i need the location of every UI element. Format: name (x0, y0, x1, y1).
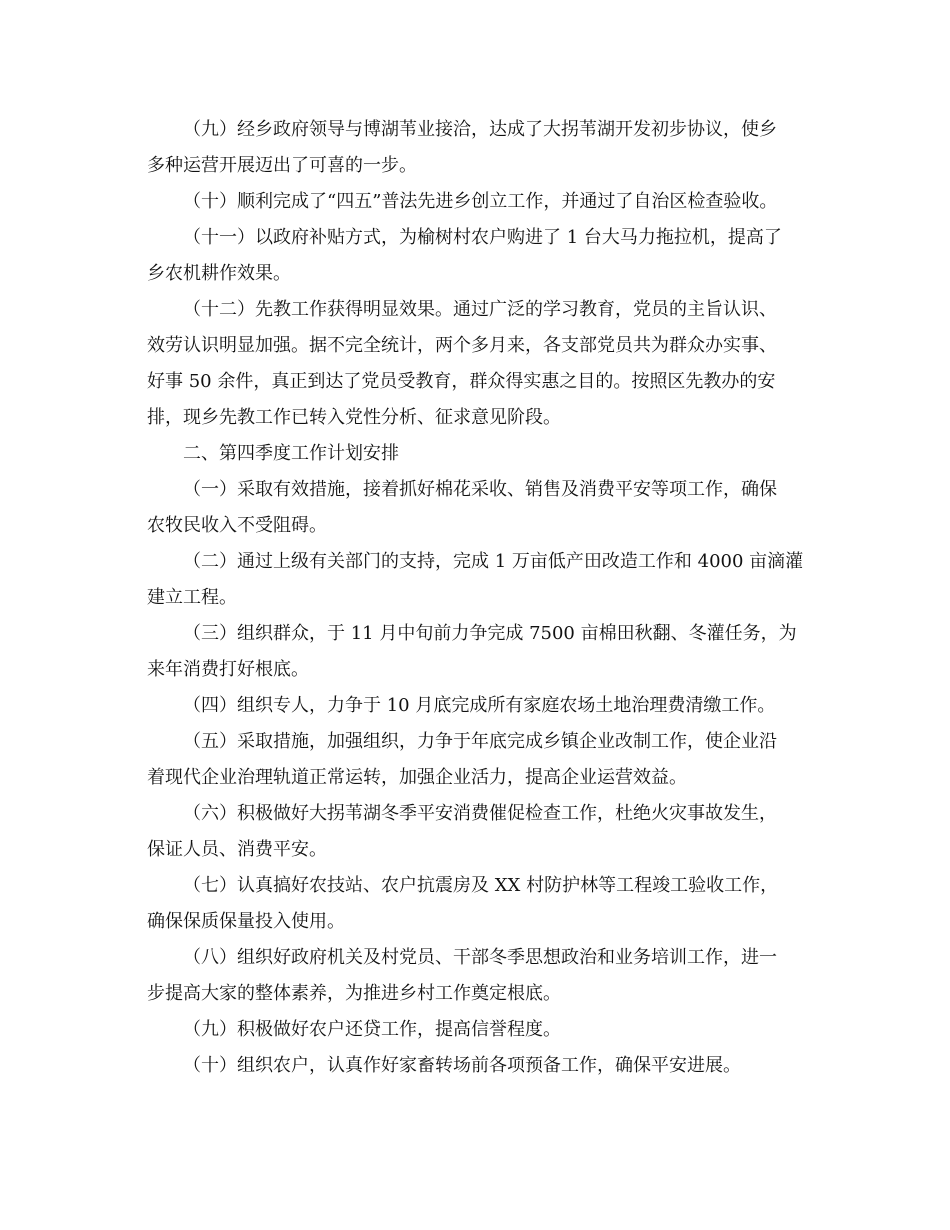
text-line: 保证人员、消费平安。 (147, 839, 327, 860)
text-line: 效劳认识明显加强。据不完全统计，两个多月来，各支部党员共为群众办实事、 (147, 335, 777, 356)
text-line: （四）组织专人，力争于 10 月底完成所有家庭农场土地治理费清缴工作。 (183, 695, 776, 716)
text-line: 排，现乡先教工作已转入党性分析、征求意见阶段。 (147, 407, 561, 428)
text-line: 农牧民收入不受阻碍。 (147, 515, 327, 536)
text-line: （十）组织农户，认真作好家畜转场前各项预备工作，确保平安进展。 (183, 1055, 741, 1076)
text-line: 好事 50 余件，真正到达了党员受教育，群众得实惠之目的。按照区先教办的安 (147, 371, 776, 392)
text-line: 乡农机耕作效果。 (147, 263, 291, 284)
document-body (147, 112, 817, 1084)
text-line: 多种运营开展迈出了可喜的一步。 (147, 155, 417, 176)
text-line: （七）认真搞好农技站、农户抗震房及 XX 村防护林等工程竣工验收工作， (183, 875, 779, 896)
section-heading: 二、第四季度工作计划安排 (183, 443, 399, 464)
text-line: （五）采取措施，加强组织，力争于年底完成乡镇企业改制工作，使企业沿 (183, 731, 777, 752)
text-line: （三）组织群众，于 11 月中旬前力争完成 7500 亩棉田秋翻、冬灌任务，为 (183, 623, 797, 644)
text-line: （十）顺利完成了“四五”普法先进乡创立工作，并通过了自治区检查验收。 (183, 191, 778, 212)
text-line: （二）通过上级有关部门的支持，完成 1 万亩低产田改造工作和 4000 亩滴灌 (183, 551, 804, 572)
text-line: （九）经乡政府领导与博湖苇业接洽，达成了大拐苇湖开发初步协议，使乡 (183, 119, 777, 140)
text-line: （十一）以政府补贴方式，为榆树村农户购进了 1 台大马力拖拉机，提高了 (183, 227, 782, 248)
text-line: （六）积极做好大拐苇湖冬季平安消费催促检查工作，杜绝火灾事故发生， (183, 803, 777, 824)
text-line: （九）积极做好农户还贷工作，提高信誉程度。 (183, 1019, 561, 1040)
text-line: （一）采取有效措施，接着抓好棉花采收、销售及消费平安等项工作，确保 (183, 479, 777, 500)
text-line: 建立工程。 (147, 587, 237, 608)
text-line: 着现代企业治理轨道正常运转，加强企业活力，提高企业运营效益。 (147, 767, 687, 788)
text-line: （八）组织好政府机关及村党员、干部冬季思想政治和业务培训工作，进一 (183, 947, 777, 968)
text-line: 确保保质保量投入使用。 (147, 911, 345, 932)
text-line: 步提高大家的整体素养，为推进乡村工作奠定根底。 (147, 983, 561, 1004)
text-line: （十二）先教工作获得明显效果。通过广泛的学习教育，党员的主旨认识、 (183, 299, 777, 320)
text-line: 来年消费打好根底。 (147, 659, 309, 680)
